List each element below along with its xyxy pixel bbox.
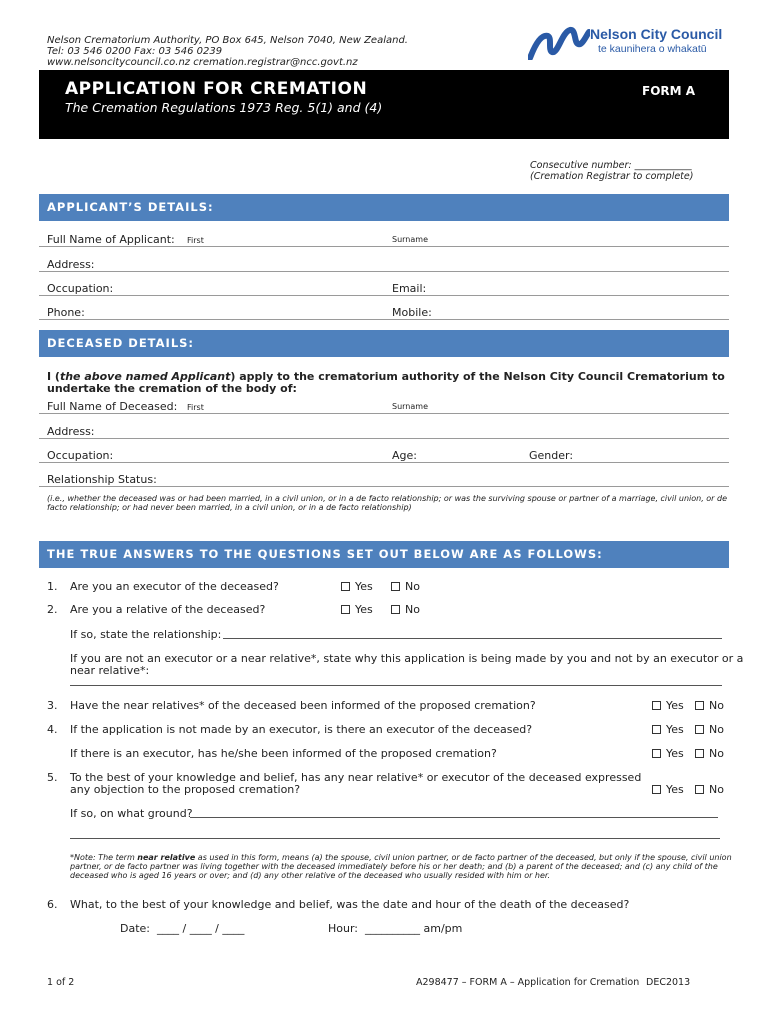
q1-yes-label: Yes (355, 580, 373, 593)
applicant-mobile-label: Mobile: (392, 306, 432, 319)
q2-yes-option[interactable] (341, 603, 373, 616)
deceased-section-heading: DECEASED DETAILS: (39, 330, 729, 357)
death-hour-field[interactable]: Hour: __________ am/pm (328, 922, 463, 935)
q5-yes-checkbox[interactable] (652, 785, 661, 794)
deceased-surname-label: Surname (392, 402, 428, 411)
near-relative-note-2: partner, or de facto partner was living together with the deceased immediately before his or her death; and (b) a parent of the deceased; and (c) any child of the (70, 862, 718, 871)
address-line-1: Nelson Crematorium Authority, PO Box 645, Nelson 7040, New Zealand. (47, 35, 408, 46)
q5-no-label: No (709, 783, 724, 796)
consecutive-number-label: Consecutive number: ____________ (530, 160, 692, 171)
form-subtitle: The Cremation Regulations 1973 Reg. 5(1) and (4) (65, 100, 383, 115)
deceased-occupation-line[interactable] (39, 462, 729, 463)
q1-no-option[interactable] (391, 580, 420, 593)
declaration-line-2: undertake the cremation of the body of: (47, 382, 297, 395)
q3-yes-label: Yes (666, 699, 684, 712)
applicant-surname-label: Surname (392, 235, 428, 244)
q4b-yes-checkbox[interactable] (652, 749, 661, 758)
applicant-occupation-label: Occupation: (47, 282, 114, 295)
q6-text: What, to the best of your knowledge and belief, was the date and hour of the death of the deceased? (70, 898, 630, 911)
q5-no-checkbox[interactable] (695, 785, 704, 794)
note-pre: *Note: The term (70, 853, 138, 862)
q2-relationship-label: If so, state the relationship: (70, 628, 222, 641)
q4b-no-label: No (709, 747, 724, 760)
q1-number: 1. (47, 580, 58, 593)
near-relative-note-1 (70, 853, 732, 862)
q3-text: Have the near relatives* of the deceased been informed of the proposed cremation? (70, 699, 536, 712)
q2-no-label: No (405, 603, 420, 616)
note-post: as used in this form, means (a) the spouse, civil union partner, or de facto partner of the deceased, but only if the spouse, civil union (195, 853, 732, 862)
q4-number: 4. (47, 723, 58, 736)
deceased-relationship-line[interactable] (39, 486, 729, 487)
q1-text: Are you an executor of the deceased? (70, 580, 279, 593)
q4-yes-checkbox[interactable] (652, 725, 661, 734)
death-date-field[interactable]: Date: ____ / ____ / ____ (120, 922, 245, 935)
declaration-post: ) apply to the crematorium authority of the Nelson City Council Crematorium to (230, 370, 725, 383)
applicant-occupation-line[interactable] (39, 295, 729, 296)
q5-yes-option[interactable] (652, 783, 684, 796)
q4-no-label: No (709, 723, 724, 736)
declaration-emphasis: the above named Applicant (59, 370, 231, 383)
page-number: 1 of 2 (47, 977, 75, 988)
applicant-address-line[interactable] (39, 271, 729, 272)
q2-why-line-2: near relative*: (70, 664, 150, 677)
footer-date: DEC2013 (646, 977, 691, 988)
q2-yes-label: Yes (355, 603, 373, 616)
q5-yes-label: Yes (666, 783, 684, 796)
deceased-gender-label: Gender: (529, 449, 574, 462)
title-box (39, 70, 729, 139)
applicant-phone-label: Phone: (47, 306, 85, 319)
q2-text: Are you a relative of the deceased? (70, 603, 266, 616)
address-line-3: www.nelsoncitycouncil.co.nz cremation.registrar@ncc.govt.nz (47, 57, 358, 68)
deceased-age-label: Age: (392, 449, 417, 462)
q3-number: 3. (47, 699, 58, 712)
deceased-first-label: First (187, 403, 204, 412)
council-logo (528, 24, 728, 64)
q3-no-checkbox[interactable] (695, 701, 704, 710)
q4b-no-checkbox[interactable] (695, 749, 704, 758)
note-emphasis: near relative (137, 853, 196, 862)
q2-relationship-line[interactable] (223, 638, 722, 639)
applicant-phone-line[interactable] (39, 319, 729, 320)
q2-why-answer-line[interactable] (70, 685, 722, 686)
q3-yes-option[interactable] (652, 699, 684, 712)
deceased-address-label: Address: (47, 425, 95, 438)
q6-number: 6. (47, 898, 58, 911)
q4b-no-option[interactable] (695, 747, 724, 760)
q5-ground-line[interactable] (190, 817, 718, 818)
declaration-pre: I ( (47, 370, 60, 383)
q2-number: 2. (47, 603, 58, 616)
q5-number: 5. (47, 771, 58, 784)
near-relative-note-3: deceased who is aged 16 years or over; and (d) any other relative of the deceased who usually resided with him or her. (70, 871, 551, 880)
council-logo-name: Nelson City Council (590, 26, 723, 42)
applicant-full-name-label: Full Name of Applicant: (47, 233, 175, 246)
q2-yes-checkbox[interactable] (341, 605, 350, 614)
q5-no-option[interactable] (695, 783, 724, 796)
answers-section-heading: THE TRUE ANSWERS TO THE QUESTIONS SET OUT BELOW ARE AS FOLLOWS: (39, 541, 729, 568)
council-logo-mark-icon (528, 26, 590, 60)
q1-no-checkbox[interactable] (391, 582, 400, 591)
q4-no-option[interactable] (695, 723, 724, 736)
q5-text-line-1: To the best of your knowledge and belief, has any near relative* or executor of the deceased expressed (70, 771, 642, 784)
deceased-full-name-label: Full Name of Deceased: (47, 400, 178, 413)
q4-no-checkbox[interactable] (695, 725, 704, 734)
relationship-note-2: facto relationship; or had never been married, in a civil union, or in a de facto relationship) (47, 503, 412, 512)
q4b-yes-label: Yes (666, 747, 684, 760)
q3-no-label: No (709, 699, 724, 712)
q4b-text: If there is an executor, has he/she been informed of the proposed cremation? (70, 747, 497, 760)
q2-no-checkbox[interactable] (391, 605, 400, 614)
q4b-yes-option[interactable] (652, 747, 684, 760)
q1-yes-option[interactable] (341, 580, 373, 593)
footer-reference: A298477 – FORM A – Application for Cremation (416, 977, 640, 988)
applicant-email-label: Email: (392, 282, 427, 295)
deceased-name-line[interactable] (39, 413, 729, 414)
q4-yes-label: Yes (666, 723, 684, 736)
deceased-occupation-label: Occupation: (47, 449, 114, 462)
address-line-2: Tel: 03 546 0200 Fax: 03 546 0239 (47, 46, 223, 57)
q5-ground-line-2[interactable] (70, 838, 720, 839)
applicant-name-line[interactable] (39, 246, 729, 247)
deceased-address-line[interactable] (39, 438, 729, 439)
q1-no-label: No (405, 580, 420, 593)
consecutive-number-note: (Cremation Registrar to complete) (530, 171, 694, 182)
q5-ground-label: If so, on what ground? (70, 807, 193, 820)
relationship-note-1: (i.e., whether the deceased was or had been married, in a civil union, or in a de facto relationship; or was the surviving spouse or partner of a marriage, civil union, or de (47, 494, 728, 503)
applicant-first-label: First (187, 236, 204, 245)
council-logo-tagline: te kaunihera o whakatū (598, 43, 707, 55)
q2-why-line-1: If you are not an executor or a near relative*, state why this application is being made by you and not by an executor or a (70, 652, 744, 665)
q3-no-option[interactable] (695, 699, 724, 712)
applicant-address-label: Address: (47, 258, 95, 271)
q5-text-line-2: any objection to the proposed cremation? (70, 783, 301, 796)
q4-yes-option[interactable] (652, 723, 684, 736)
form-title: APPLICATION FOR CREMATION (65, 79, 368, 99)
q3-yes-checkbox[interactable] (652, 701, 661, 710)
q4-text: If the application is not made by an executor, is there an executor of the deceased? (70, 723, 533, 736)
applicant-section-heading: APPLICANT’S DETAILS: (39, 194, 729, 221)
q1-yes-checkbox[interactable] (341, 582, 350, 591)
q2-no-option[interactable] (391, 603, 420, 616)
deceased-relationship-label: Relationship Status: (47, 473, 157, 486)
form-code: FORM A (642, 84, 696, 98)
